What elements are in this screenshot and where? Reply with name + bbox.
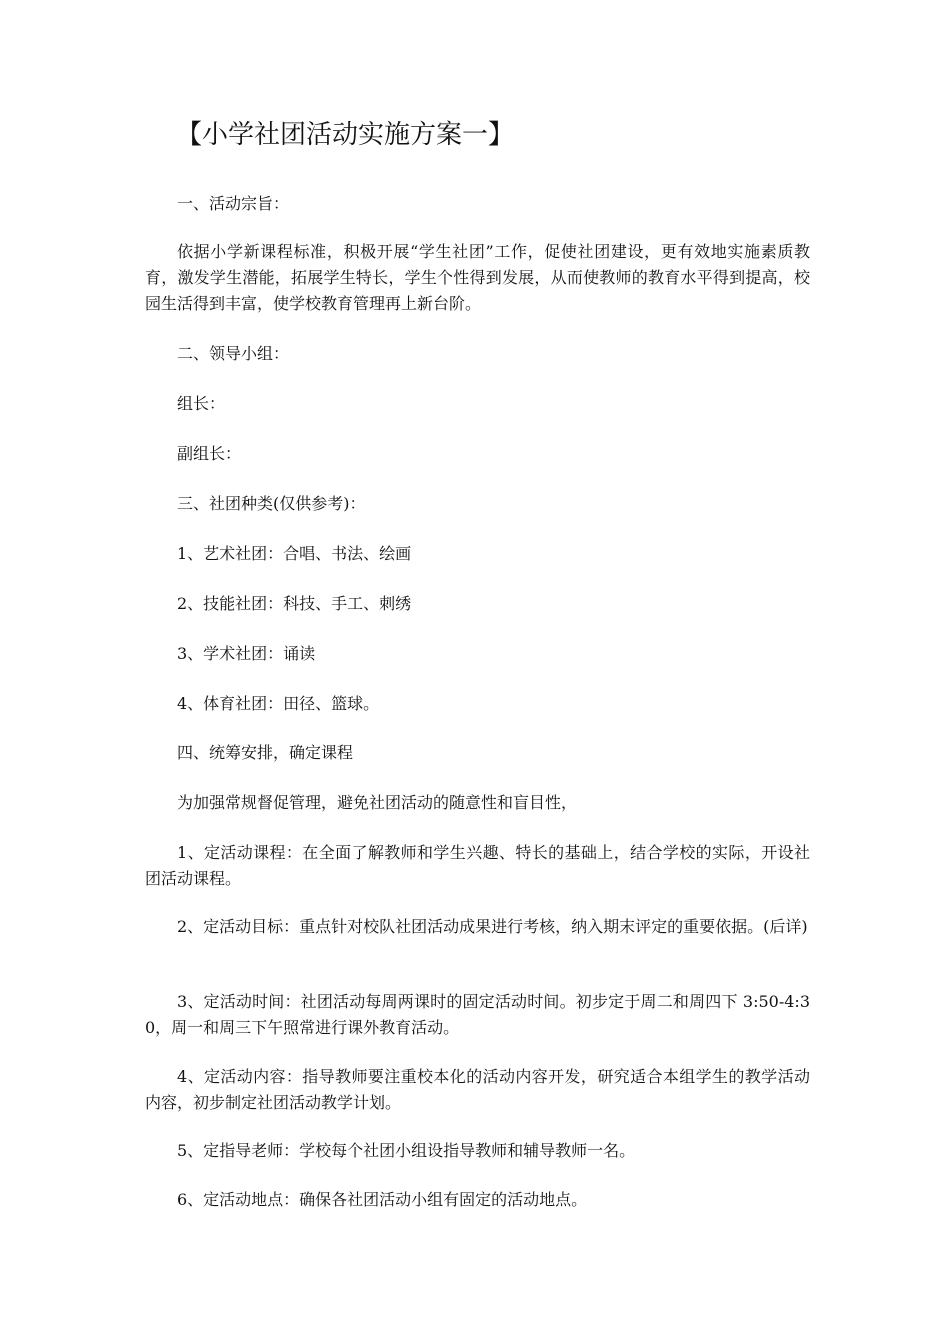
paragraph-management-intro: 为加强常规督促管理，避免社团活动的随意性和盲目性， [177,793,578,812]
group-leader-line: 组长： [177,394,226,413]
deputy-leader-line: 副组长： [177,444,242,463]
heading-overall-arrangement: 四、统筹安排，确定课程 [177,743,354,762]
club-type-academic: 3、学术社团：诵读 [177,644,316,663]
club-type-skills: 2、技能社团：科技、手工、刺绣 [177,594,412,613]
item-activity-goal: 2、定活动目标：重点针对校队社团活动成果进行考核，纳入期末评定的重要依据。(后详) [177,917,808,936]
club-type-art: 1、艺术社团：合唱、书法、绘画 [177,544,412,563]
club-type-sports: 4、体育社团：田径、篮球。 [177,694,380,713]
item-activity-location: 6、定活动地点：确保各社团活动小组有固定的活动地点。 [177,1190,588,1209]
heading-activity-purpose: 一、活动宗旨： [177,194,290,213]
item-instructor: 5、定指导老师：学校每个社团小组设指导教师和辅导教师一名。 [177,1141,636,1160]
item-activity-content: 4、定活动内容：指导教师要注重校本化的活动内容开发，研究适合本组学生的教学活动内容，初步制定社团活动教学计划。 [145,1067,810,1112]
item-activity-time: 3、定活动时间：社团活动每周两课时的固定活动时间。初步定于周二和周四下 3:50-4:30，周一和周三下午照常进行课外教育活动。 [145,992,810,1037]
heading-leadership-group: 二、领导小组： [177,344,290,363]
paragraph-activity-purpose: 依据小学新课程标准，积极开展“学生社团”工作，促使社团建设，更有效地实施素质教育，激发学生潜能，拓展学生特长，学生个性得到发展，从而使教师的教育水平得到提高，校园生活得到丰富，使学校教育管理再上新台阶。 [145,242,810,313]
heading-club-types: 三、社团种类(仅供参考)： [177,494,366,513]
item-activity-course: 1、定活动课程：在全面了解教师和学生兴趣、特长的基础上，结合学校的实际，开设社团活动课程。 [145,843,810,888]
document-title: 【小学社团活动实施方案一】 [176,120,515,150]
